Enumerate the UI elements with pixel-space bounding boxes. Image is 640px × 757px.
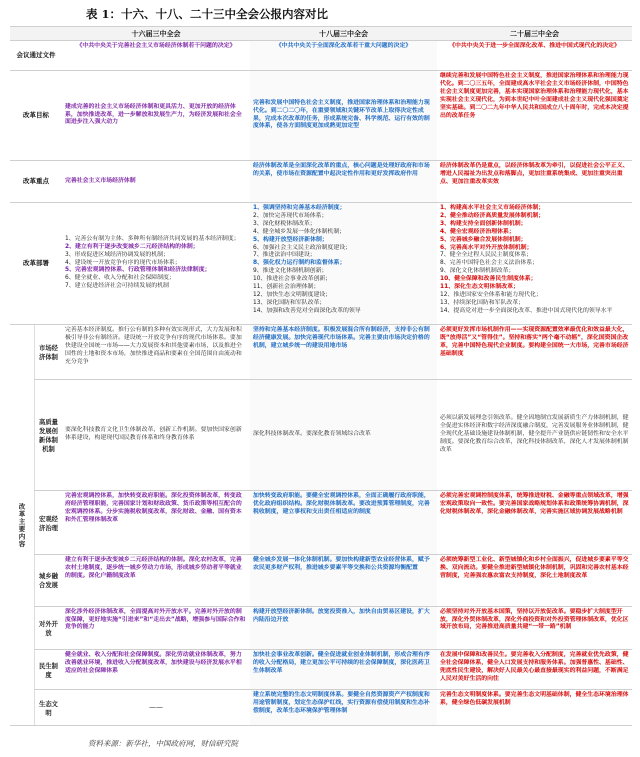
row-label: 民生制度 — [34, 650, 62, 689]
cell-16: 完善宏观调控体系，加快转变政府职能。深化投资体制改革，转变政府经济管理职能，完善国家计划和财政政策、货币政策等相互配合的宏观调控体系。分步实施税收制度改革，深化财政、金融、国有资本和外汇管理体制改革 — [65, 493, 242, 523]
row-label: 生态文明 — [34, 690, 62, 725]
cell-18: 坚持和完善基本经济制度。积极发展混合所有制经济，支持非公有制经济健康发展。加快完善现代市场体系。完善主要由市场决定价格的机制，建立城乡统一的建设用地市场 — [250, 325, 437, 379]
list-item: 1、构建高水平社会主义市场经济体制； — [440, 205, 545, 211]
list-item: 1、完善公有制为主体、多种所有制经济共同发展的基本经济制度； — [65, 235, 240, 242]
table-row-focus — [10, 160, 632, 202]
cell-20: 必须更好发挥市场机制作用——实现资源配置效率最优化和效益最大化，既“放得活”又“管得住”。坚持和落实“两个毫不动摇”，深化国资国企改革，完善中国特色现代企业制度。要构建全国统一大市场，完善市场经济基础制度 — [440, 327, 629, 357]
list-item: 6、完善高水平对外开放体制机制； — [440, 244, 533, 251]
table-row-urban — [34, 554, 632, 606]
list-item: 8、强化权力运行制约和监督体系； — [253, 260, 346, 267]
table-row-doc — [10, 40, 632, 70]
list-item: 2、加快完善现代市场体系； — [253, 212, 328, 219]
cell-18 — [250, 203, 437, 324]
table-row-macro — [34, 490, 632, 554]
row-label: 会议通过文件 — [16, 51, 56, 60]
row-label: 改革部署 — [23, 259, 49, 268]
cell-16: 建成完善的社会主义市场经济体制和更具活力、更加开放的经济体系，加快推进改革，进一步解放和发展生产力，为经济发展和社会全面进步注入强大动力 — [65, 103, 242, 126]
list-item: 9、深化文化体制机制改革； — [440, 268, 515, 275]
cell-20: 经济体制改革仍是重点，以经济体制改革为牵引，以促进社会公平正义、增进人民福祉为出发点和落脚点，更加注重系统集成、更加注重突出重点、更加注重改革实效 — [440, 163, 629, 185]
col-header-20: 二十届三中全会 — [510, 29, 559, 38]
cell-20: 必须完善宏观调控制度体系，统筹推进财税、金融等重点领域改革，增强宏观政策取向一致性。要完善国家战略规划体系和政策统筹协调机制，深化财税体制改革，深化金融体制改革，完善实施区域协调发展战略机制 — [440, 493, 629, 515]
list-item: 7、推进法治中国建设； — [253, 252, 316, 259]
list-item: 9、推进文化体制机制创新； — [253, 268, 328, 275]
list-item: 6、健全就业、收入分配和社会保障制度； — [65, 275, 175, 282]
list-item: 10、推进社会事业改革创新； — [253, 276, 332, 283]
list-item: 5、完善城乡融合发展体制机制； — [440, 236, 527, 243]
list-item: 6、加强社会主义民主政治制度建设； — [253, 244, 351, 251]
cell-16: 《中共中央关于完善社会主义市场经济体制若干问题的决定》 — [76, 43, 236, 49]
cell-16 — [62, 203, 250, 324]
list-item: 1、强调坚持和完善基本经济制度； — [253, 205, 346, 211]
cell-20: 必须统筹新型工业化、新型城镇化和乡村全面振兴，促进城乡要素平等交换、双向流动。要健全推进新型城镇化体制机制，巩固和完善农村基本经营制度，完善强农惠农富农支持制度，深化土地制度改革 — [440, 556, 629, 579]
list-item: 7、建立促进经济社会可持续发展的机制 — [65, 283, 169, 290]
cell-20: 必须坚持对外开放基本国策，坚持以开放促改革。要稳步扩大制度型开放，深化外贸体制改革，深化外商投资和对外投资管理体制改革，优化区域开放布局，完善推进高质量共建“一带一路”机制 — [440, 608, 629, 631]
cell-20: 在发展中保障和改善民生。要完善收入分配制度，完善就业优先政策，健全社会保障体系，健全人口发展支持和服务体系。加强普惠性、基础性、兜底性民生建设，解决好人民最关心最直接最现实的利益问题，不断满足人民对美好生活的向往 — [440, 652, 629, 683]
cell-16: 完善基本经济制度。推行公有制的多种有效实现形式，大力发展和积极引导非公有制经济。建设统一开放竞争有序的现代市场体系。要加快建设全国统一市场——大力发展资本和其他要素市场，以及推进全国性的土地和资本市场，加快推进商品和要素在全国范围自由流动和充分竞争 — [65, 327, 242, 365]
cell-18: 经济体制改革是全面深化改革的重点，核心问题是处理好政府和市场的关系，使市场在资源配置中起决定性作用和更好发挥政府作用 — [250, 161, 437, 202]
list-item: 13、深化国防和军队改革； — [253, 299, 326, 306]
cell-18: 深化科技体制改革。要深化教育领域综合改革 — [250, 380, 437, 490]
table-title: 表 1：十六、十八、二十三中全会公报内容对比 — [86, 7, 329, 21]
list-item: 12、推进国家安全体系和能力现代化； — [440, 291, 542, 298]
table-row-eco — [34, 689, 632, 725]
list-item: 4、健全城乡发展一体化体制机制； — [253, 228, 346, 235]
col-header-16: 十六届三中全会 — [131, 29, 181, 38]
row-label: 改革目标 — [23, 111, 49, 120]
cell-20 — [437, 203, 632, 324]
list-item: 3、深化财税体制改革； — [253, 220, 316, 227]
cell-20: 继续完善和发展中国特色社会主义制度，推进国家治理体系和治理能力现代化。到二〇三五年，全面建成高水平社会主义市场经济体制，中国特色社会主义制度更加完善，基本实现国家治理体系和治理能力现代化，基本实现社会主义现代化，为到本世纪中叶全面建成社会主义现代化强国奠定坚实基础。到二〇二九年中华人民共和国成立八十周年时，完成本决定提出的改革任务 — [440, 73, 629, 119]
row-label: 市场经济体制 — [34, 325, 62, 379]
list-item: 14、提高党对进一步全面深化改革、推进中国式现代化的领导水平 — [440, 307, 613, 314]
list-item: 10、健全保障和改善民生制度体系； — [440, 276, 537, 283]
row-label: 高质量发展创新体制机制 — [34, 380, 62, 490]
list-item: 13、持续深化国防和军队改革； — [440, 299, 525, 306]
table-row-quality — [34, 379, 632, 490]
list-item: 11、创新社会治理体制； — [253, 284, 320, 291]
list-item: 2、建立有利于逐步改变城乡二元经济结构的体制； — [65, 243, 199, 250]
list-item: 3、形成促进区域经济协调发展的机制； — [65, 251, 169, 258]
cell-16: 建立有利于逐步改变城乡二元经济结构的体制。深化农村改革，完善农村土地制度，逐步统一城乡劳动力市场，形成城乡劳动者平等就业的制度。深化户籍制度改革 — [65, 556, 242, 579]
cell-16: 深化涉外经济体制改革，全面提高对外开放水平。完善对外开放的制度保障，更好地实施“引进来”和“走出去”战略，增强参与国际合作和竞争的能力 — [65, 608, 246, 631]
cell-18: 加快社会事业改革创新。健全促进就业创业体制机制，形成合理有序的收入分配格局，建立更加公平可持续的社会保障制度，深化医药卫生体制改革 — [250, 650, 437, 689]
cell-18: 完善和发展中国特色社会主义制度，推进国家治理体系和治理能力现代化。到二〇二〇年，在重要领域和关键环节改革上取得决定性成果，完成本次改革的任务，形成系统完备、科学规范、运行有效的制度体系，使各方面制度更加成熟更加定型 — [250, 71, 437, 160]
cell-18: 加快转变政府职能。要健全宏观调控体系，全面正确履行政府职能，优化政府组织结构。深化财税体制改革。要改进预算管理制度，完善税收制度，建立事权和支出责任相适应的制度 — [250, 491, 437, 554]
table-row-deploy — [10, 202, 632, 324]
cell-16: 健全就业、收入分配和社会保障制度。深化劳动就业体制改革，努力改善就业环境，推进收入分配制度改革，加快建设与经济发展水平相适应的社会保障体系 — [65, 652, 242, 675]
cell-16: —— — [149, 702, 163, 711]
row-label: 城乡融合发展 — [34, 555, 62, 606]
main-content-label: 改革主要内容 — [17, 502, 26, 548]
list-item: 7、健全全过程人民民主制度体系； — [440, 252, 533, 259]
list-item: 5、完善宏观调控体系、行政管理体制和经济法律制度； — [65, 267, 211, 274]
table-row-goal — [10, 70, 632, 160]
list-item: 14、加强和改善党对全面深化改革的领导 — [253, 307, 361, 314]
cell-18: 建立系统完整的生态文明制度体系。要健全自然资源资产产权制度和用途管制制度，划定生态保护红线，实行资源有偿使用制度和生态补偿制度，改革生态环境保护管理体制 — [250, 690, 437, 725]
header-row — [10, 26, 632, 40]
col-header-18: 十八届三中全会 — [319, 29, 368, 38]
table-row-livelihood — [34, 649, 632, 689]
list-item: 8、完善中国特色社会主义法治体系； — [440, 260, 538, 267]
row-label: 对外开放 — [34, 607, 62, 650]
list-item: 3、构建支持全面创新体制机制； — [440, 220, 527, 227]
cell-20: 完善生态文明制度体系。要完善生态文明基础体制，健全生态环境治理体系，健全绿色低碳发展机制 — [440, 692, 629, 707]
list-item: 4、健全宏观经济治理体系； — [440, 228, 515, 235]
table-row-market — [34, 325, 632, 379]
row-label: 宏观经济治理 — [34, 491, 62, 554]
list-item: 4、建设统一开放竞争有序的现代市场体系； — [65, 259, 181, 266]
cell-16: 要深化科技教育文化卫生体制改革，创新工作机制。要加快国家创新体系建设，构建现代国民教育体系和终身教育体系 — [65, 427, 242, 441]
cell-20: 必须以新发展理念引领改革。健全因地制宜发展新质生产力体制机制，健全促进实体经济和数字经济深度融合制度，完善发展服务业体制机制，健全现代化基础设施建设体制机制，健全提升产业链供应链韧性和安全水平制度。要深化教育综合改革，深化科技体制改革，深化人才发展体制机制改革 — [440, 415, 629, 453]
list-item: 11、深化生态文明体制改革； — [440, 284, 519, 291]
main-content-block — [10, 324, 632, 726]
cell-18: 《中共中央关于全面深化改革若干重大问题的决定》 — [250, 41, 437, 70]
table-row-open — [34, 606, 632, 650]
row-label: 改革重点 — [23, 177, 49, 186]
comparison-table — [10, 26, 632, 731]
source-note: 资料来源：新华社，中国政府网，财信研究院 — [88, 739, 238, 748]
cell-20: 《中共中央关于进一步全面深化改革、推进中国式现代化的决定》 — [449, 43, 620, 49]
list-item: 2、健全推动经济高质量发展体制机制； — [440, 212, 545, 219]
cell-16: 完善社会主义市场经济体制 — [65, 177, 136, 184]
cell-18: 构建开放型经济新体制。放宽投资准入，加快自由贸易区建设，扩大内陆沿边开放 — [250, 607, 437, 650]
list-item: 12、加快生态文明制度建设； — [253, 291, 332, 298]
cell-18: 健全城乡发展一体化体制机制。要加快构建新型农业经营体系，赋予农民更多财产权利，推进城乡要素平等交换和公共资源均衡配置 — [250, 555, 437, 606]
list-item: 5、构建开放型经济新体制； — [253, 236, 328, 243]
